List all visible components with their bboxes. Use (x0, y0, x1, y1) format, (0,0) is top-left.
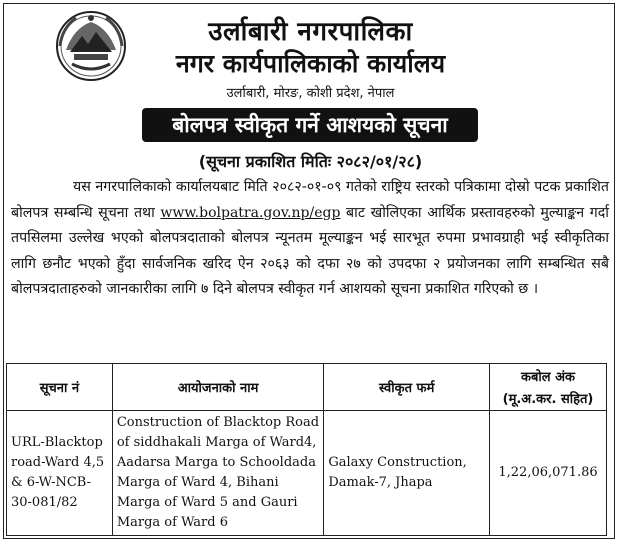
cell-notice-no: URL-Blacktop road-Ward 4,5 & 6-W-NCB-30-081/82 (7, 411, 113, 536)
office-subtitle: नगर कार्यपालिकाको कार्यालय (175, 49, 446, 78)
table-header-row (7, 364, 607, 411)
cell-approved-firm: Galaxy Construction, Damak-7, Jhapa (324, 411, 490, 536)
bolpatra-link[interactable]: www.bolpatra.gov.np/egp (160, 204, 341, 221)
cell-bid-amount: 1,22,06,071.86 (490, 411, 607, 536)
published-date: (सूचना प्रकाशित मितिः २०८२/०१/२८) (198, 152, 423, 171)
col-header-notice-no: सूचना नं (7, 364, 113, 411)
bid-table (6, 363, 607, 536)
col-header-bid-amount (490, 364, 607, 411)
table-row (7, 411, 607, 536)
bid-amount-label: कबोल अंक (520, 370, 576, 385)
col-header-project-name: आयोजनाको नाम (112, 364, 323, 411)
office-address: उर्लाबारी, मोरङ, कोशी प्रदेश, नेपाल (226, 86, 395, 101)
notice-body (11, 175, 609, 303)
body-text-before-url: यस नगरपालिकाको कार्यालयबाट मिति २०८२-०१-०९ गतेको राष्ट्रिय स्तरको पत्रिकामा दोस्रो पटक प्रकाशित बोलपत्र सम्बन्धि सूचना तथा (11, 179, 609, 221)
cell-project-name: Construction of Blacktop Road of siddhakali Marga of Ward4, Aadarsa Marga to Schooldada Marga of Ward 4, Bihani Marga of Ward 5 and Gauri Marga of Ward 6 (112, 411, 323, 536)
bid-amount-sublabel: (मू.अ.कर. सहित) (502, 392, 594, 407)
office-name: उर्लाबारी नगरपालिका (208, 17, 413, 47)
col-header-approved-firm: स्वीकृत फर्म (324, 364, 490, 411)
notice-title-banner: बोलपत्र स्वीकृत गर्ने आशयको सूचना (142, 108, 478, 142)
body-text-after-url: बाट खोलिएका आर्थिक प्रस्तावहरुको मुल्याङ्कन गर्दा तपसिलमा उल्लेख भएको बोलपत्रदाताको बोलपत्र न्यूनतम मूल्याङ्कन भई सारभूत रुपमा प्रभावग्राही भई स्वीकृतिका लागि छनौट भएको हुँदा सार्वजनिक खरिद ऐन २०६३ को दफा २७ को उपदफा २ प्रयोजनका लागि सम्बन्धित सबै बोलपत्रदाताहरुको जानकारीका लागि ७ दिने बोलपत्र स्वीकृत गर्न आशयको सूचना प्रकाशित गरिएको छ । (11, 204, 609, 297)
